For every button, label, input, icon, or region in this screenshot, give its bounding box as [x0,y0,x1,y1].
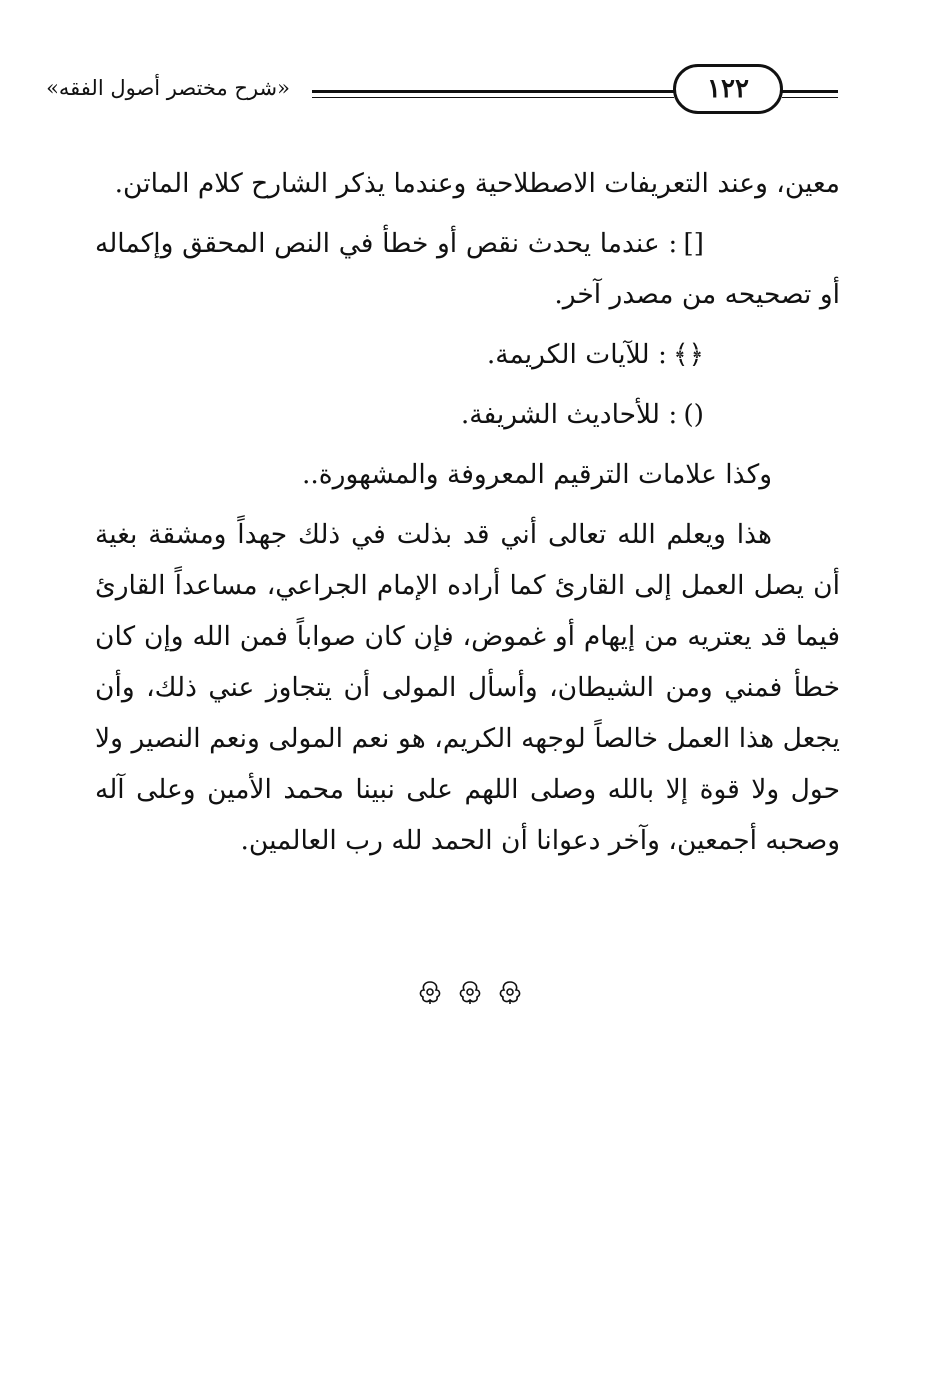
paragraph-square-brackets [95,218,840,320]
page-number: ١٢٢ [673,64,783,114]
floral-ornament-icon [496,978,524,1006]
paragraph-closing [95,509,840,866]
paragraph-parentheses [95,389,840,440]
quran-brackets-symbol: ﴿﴾ [672,339,704,370]
paragraph-text: : للآيات الكريمة. [486,339,667,370]
page-header [0,0,946,140]
header-rule-left-thin [312,97,674,98]
square-brackets-symbol: [] [683,228,704,259]
paragraph-text: : للأحاديث الشريفة. [460,399,678,430]
paragraph-text: معين، وعند التعريفات الاصطلاحية وعندما يذكر الشارح كلام الماتن. [114,168,840,199]
paragraph-quran-brackets [95,329,840,380]
paragraph-text: : عندما يحدث نقص أو خطأ في النص المحقق وإكماله أو تصحيحه من مصدر آخر. [95,228,840,310]
closing-ornaments [390,978,550,1022]
header-rule-right-thin [782,97,838,98]
paragraph-intro [95,158,840,209]
paragraph-text: هذا ويعلم الله تعالى أني قد بذلت في ذلك جهداً ومشقة بغية أن يصل العمل إلى القارئ كما أراده الإمام الجراعي، مساعداً القارئ فيما قد يعتريه من إيهام أو غموض، فإن كان صواباً فمن الله وإن كان خطأ فمني ومن الشيطان، وأسأل المولى أن يتجاوز عني ذلك، وأن يجعل هذا العمل خالصاً لوجهه الكريم، هو نعم المولى ونعم النصير ولا حول ولا قوة إلا بالله وصلى اللهم على نبينا محمد الأمين وعلى آله وصحبه أجمعين، وآخر دعوانا أن الحمد لله رب العالمين. [95,519,840,856]
book-title: «شرح مختصر أصول الفقه» [46,76,290,100]
paragraph-text: وكذا علامات الترقيم المعروفة والمشهورة.. [301,459,772,490]
page-body [95,158,840,866]
header-rule-left [312,90,674,93]
parentheses-symbol: () [683,399,704,430]
paragraph-punctuation [95,449,840,500]
floral-ornament-icon [456,978,484,1006]
header-rule-right [782,90,838,93]
floral-ornament-icon [416,978,444,1006]
